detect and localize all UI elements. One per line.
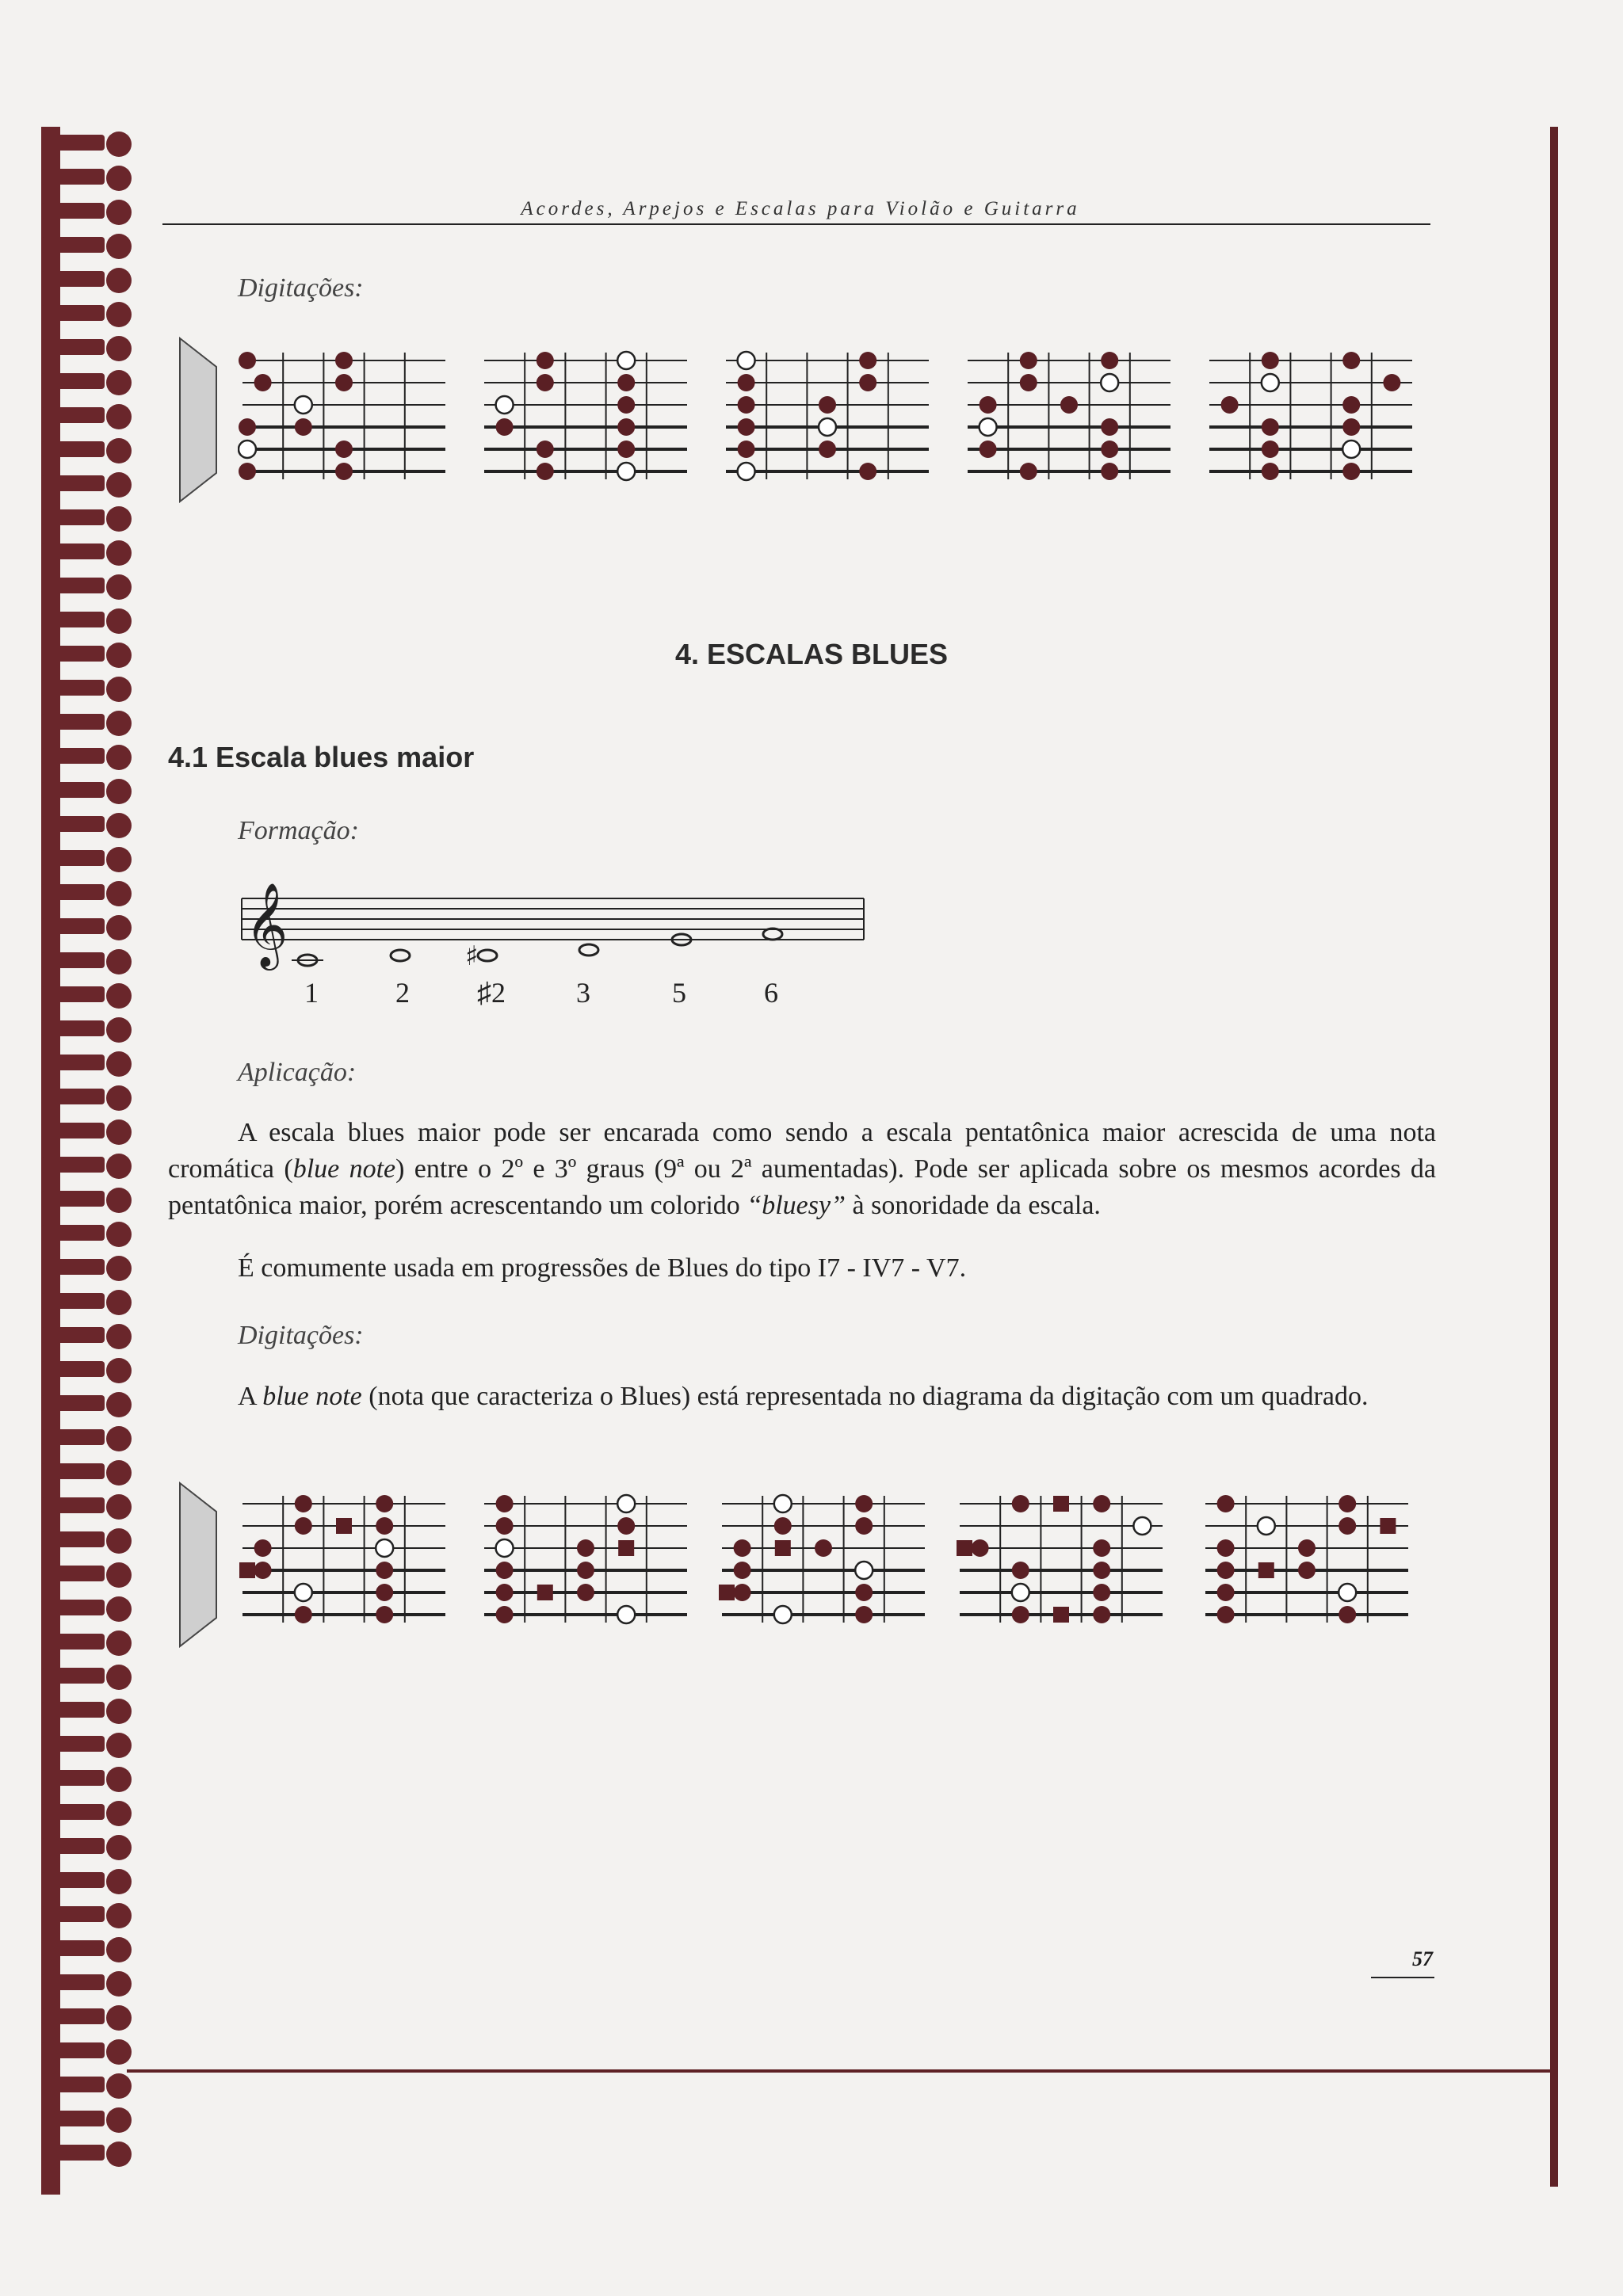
scale-note-dot	[1262, 352, 1279, 369]
scale-note-dot	[254, 374, 272, 391]
running-header: Acordes, Arpejos e Escalas para Violão e Guitarra	[521, 198, 1080, 219]
label-digitacoes-blues: Digitações:	[238, 1321, 364, 1350]
scale-note-dot	[980, 396, 997, 414]
scale-note-dot	[1342, 418, 1360, 436]
scale-note-dot	[1093, 1606, 1110, 1623]
blue-note-square	[775, 1540, 791, 1556]
svg-text:♯: ♯	[465, 940, 479, 972]
root-note-open-dot	[819, 418, 836, 436]
tab-marker-top	[178, 337, 218, 503]
scale-note-dot	[577, 1562, 594, 1579]
scale-note-dot	[1338, 1606, 1356, 1623]
scale-note-dot	[1093, 1539, 1110, 1557]
root-note-open-dot	[239, 441, 256, 458]
scale-note-dot	[855, 1584, 873, 1601]
subsection-title: 4.1 Escala blues maior	[168, 741, 475, 773]
scale-note-dot	[1093, 1584, 1110, 1601]
scale-note-dot	[537, 441, 554, 458]
scale-note-dot	[496, 1562, 514, 1579]
scale-note-dot	[239, 418, 256, 436]
scale-note-dot	[376, 1517, 393, 1535]
root-note-open-dot	[617, 352, 635, 369]
scale-note-dot	[617, 1517, 635, 1535]
scale-note-dot	[376, 1562, 393, 1579]
blue-note-square	[1053, 1607, 1069, 1623]
scale-note-dot	[815, 1539, 832, 1557]
scale-note-dot	[496, 1584, 514, 1601]
scale-note-dot	[239, 352, 256, 369]
paragraph-usage: É comumente usada em progressões de Blues do tipo I7 - IV7 - V7.	[238, 1253, 967, 1283]
fretboard-blues-4	[955, 1488, 1169, 1638]
fretboard-blues-3	[717, 1488, 931, 1638]
degree-5: 5	[672, 977, 686, 1009]
fretboard-blues-5	[1201, 1488, 1415, 1638]
root-note-open-dot	[617, 1606, 635, 1623]
root-note-open-dot	[496, 396, 514, 414]
root-note-open-dot	[295, 1584, 312, 1601]
scale-note-dot	[335, 441, 353, 458]
music-staff	[234, 879, 868, 982]
scale-note-dot	[855, 1517, 873, 1535]
root-note-open-dot	[295, 396, 312, 414]
blue-note-square	[1258, 1562, 1274, 1578]
scale-note-dot	[1342, 463, 1360, 480]
degree-6: 6	[764, 977, 778, 1009]
scale-note-dot	[1383, 374, 1400, 391]
scale-note-dot	[537, 374, 554, 391]
root-note-open-dot	[496, 1539, 514, 1557]
blue-note-square	[336, 1518, 352, 1534]
scale-note-dot	[617, 418, 635, 436]
blue-note-square	[957, 1540, 972, 1556]
scale-note-dot	[496, 1517, 514, 1535]
degree-2: 2	[395, 977, 410, 1009]
root-note-open-dot	[1133, 1517, 1151, 1535]
scale-note-dot	[738, 396, 755, 414]
root-note-open-dot	[617, 1495, 635, 1512]
root-note-open-dot	[1262, 374, 1279, 391]
scale-note-dot	[1262, 441, 1279, 458]
blue-note-square	[537, 1585, 553, 1600]
fretboard-pentatonic-5	[1205, 345, 1419, 495]
scale-note-dot	[1020, 463, 1037, 480]
page-edge-right	[1550, 127, 1558, 2187]
page-number: 57	[1412, 1947, 1433, 1970]
fretboard-pentatonic-1	[238, 345, 452, 495]
page-edge-bottom	[127, 2069, 1558, 2073]
scale-note-dot	[1101, 441, 1118, 458]
root-note-open-dot	[738, 463, 755, 480]
blue-note-square	[1053, 1496, 1069, 1512]
header-rule	[162, 223, 1430, 225]
scale-note-dot	[537, 352, 554, 369]
scale-note-dot	[972, 1539, 989, 1557]
scale-note-dot	[859, 374, 876, 391]
scale-note-dot	[1101, 352, 1118, 369]
scale-note-dot	[1338, 1517, 1356, 1535]
scale-note-dot	[1093, 1562, 1110, 1579]
label-aplicacao: Aplicação:	[238, 1058, 357, 1087]
scale-note-dot	[980, 441, 997, 458]
scale-note-dot	[734, 1584, 751, 1601]
root-note-open-dot	[774, 1495, 792, 1512]
scale-note-dot	[774, 1517, 792, 1535]
scale-note-dot	[335, 463, 353, 480]
scale-note-dot	[1093, 1495, 1110, 1512]
scale-note-dot	[335, 352, 353, 369]
scale-note-dot	[738, 418, 755, 436]
scale-note-dot	[496, 1495, 514, 1512]
scale-note-dot	[1060, 396, 1078, 414]
scale-note-dot	[734, 1539, 751, 1557]
root-note-open-dot	[1101, 374, 1118, 391]
blue-note-square	[239, 1562, 255, 1578]
root-note-open-dot	[617, 463, 635, 480]
label-digitacoes-pentatonic: Digitações:	[238, 273, 364, 303]
scale-note-dot	[254, 1562, 272, 1579]
scale-note-dot	[537, 463, 554, 480]
scale-note-dot	[1217, 1539, 1235, 1557]
scale-note-dot	[617, 441, 635, 458]
scale-note-dot	[335, 374, 353, 391]
blue-note-square	[719, 1585, 735, 1600]
scale-note-dot	[1020, 352, 1037, 369]
scale-note-dot	[376, 1606, 393, 1623]
scale-note-dot	[819, 396, 836, 414]
fretboard-pentatonic-3	[721, 345, 935, 495]
treble-clef-icon: 𝄞	[245, 882, 288, 967]
paragraph-blue-note: A blue note (nota que caracteriza o Blues) está representada no diagrama da digitação com um quadrado.	[238, 1382, 1369, 1411]
scale-note-dot	[1221, 396, 1239, 414]
page-number-rule	[1371, 1977, 1434, 1978]
scale-note-dot	[617, 396, 635, 414]
scale-note-dot	[239, 463, 256, 480]
scale-note-dot	[496, 418, 514, 436]
scale-note-dot	[496, 1606, 514, 1623]
blue-note-square	[618, 1540, 634, 1556]
scale-note-dot	[855, 1606, 873, 1623]
scale-note-dot	[819, 441, 836, 458]
root-note-open-dot	[1338, 1584, 1356, 1601]
scale-note-dot	[859, 352, 876, 369]
scale-note-dot	[738, 441, 755, 458]
root-note-open-dot	[774, 1606, 792, 1623]
scale-note-dot	[376, 1495, 393, 1512]
scale-note-dot	[1101, 418, 1118, 436]
scale-note-dot	[376, 1584, 393, 1601]
degree-3: 3	[576, 977, 590, 1009]
scale-note-dot	[1338, 1495, 1356, 1512]
scale-note-dot	[1262, 418, 1279, 436]
scale-note-dot	[1298, 1539, 1316, 1557]
scale-note-dot	[577, 1539, 594, 1557]
scale-note-dot	[738, 374, 755, 391]
paragraph-description: A escala blues maior pode ser encarada como sendo a escala pentatônica maior acrescida de uma nota cromática (blue note) entre o 2º e 3º graus (9ª ou 2ª aumentadas). Pode ser aplicada sobre os mesmos acordes da pentatônica maior, porém acrescentando um colorido “bluesy” à sonoridade da escala.	[168, 1118, 1436, 1220]
scale-note-dot	[1342, 352, 1360, 369]
scale-note-dot	[295, 418, 312, 436]
tab-marker-bottom	[178, 1482, 218, 1648]
scale-note-dot	[1012, 1562, 1029, 1579]
root-note-open-dot	[1342, 441, 1360, 458]
scale-note-dot	[1217, 1495, 1235, 1512]
root-note-open-dot	[738, 352, 755, 369]
fretboard-blues-2	[479, 1488, 693, 1638]
scale-note-dot	[617, 374, 635, 391]
root-note-open-dot	[980, 418, 997, 436]
section-title: 4. ESCALAS BLUES	[674, 638, 949, 670]
fretboard-blues-1	[238, 1488, 452, 1638]
scale-note-dot	[1342, 396, 1360, 414]
root-note-open-dot	[1258, 1517, 1275, 1535]
scale-note-dot	[577, 1584, 594, 1601]
degree-sharp-2: ♯2	[477, 977, 506, 1009]
degree-1: 1	[304, 977, 319, 1009]
root-note-open-dot	[855, 1562, 873, 1579]
spiral-binding	[41, 127, 144, 2195]
label-formacao: Formação:	[238, 816, 359, 845]
scale-note-dot	[1298, 1562, 1316, 1579]
scale-note-dot	[1020, 374, 1037, 391]
scale-note-dot	[1012, 1495, 1029, 1512]
scale-note-dot	[1217, 1606, 1235, 1623]
root-note-open-dot	[1012, 1584, 1029, 1601]
scale-note-dot	[254, 1539, 272, 1557]
scale-note-dot	[1217, 1562, 1235, 1579]
scale-note-dot	[1012, 1606, 1029, 1623]
scale-note-dot	[1217, 1584, 1235, 1601]
scale-note-dot	[295, 1517, 312, 1535]
scale-note-dot	[295, 1495, 312, 1512]
scale-note-dot	[855, 1495, 873, 1512]
scale-note-dot	[295, 1606, 312, 1623]
root-note-open-dot	[376, 1539, 393, 1557]
scale-note-dot	[734, 1562, 751, 1579]
scale-note-dot	[1101, 463, 1118, 480]
scale-note-dot	[859, 463, 876, 480]
scale-note-dot	[1262, 463, 1279, 480]
fretboard-pentatonic-2	[479, 345, 693, 495]
blue-note-square	[1380, 1518, 1396, 1534]
fretboard-pentatonic-4	[963, 345, 1177, 495]
